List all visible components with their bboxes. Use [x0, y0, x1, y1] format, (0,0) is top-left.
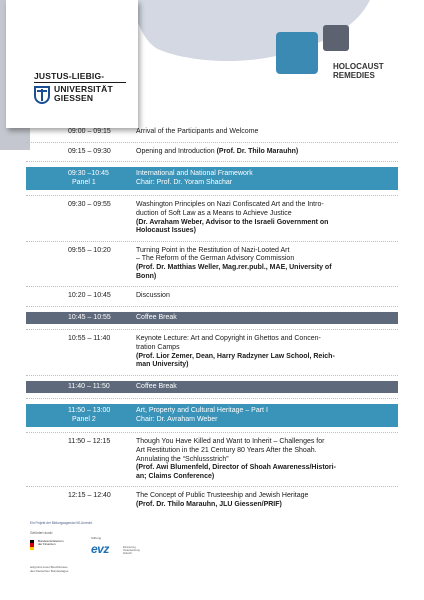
university-name-line1: JUSTUS-LIEBIG-	[34, 71, 105, 81]
session-title-line: Though You Have Killed and Want to Inherit – Challenges for	[136, 438, 325, 446]
bundestag-note	[30, 566, 90, 573]
bundestag-line2: des Deutschen Bundestages	[30, 568, 69, 573]
project-name-line1: HOLOCAUST	[333, 62, 384, 71]
schedule-row	[26, 335, 398, 369]
session-title-line: Chair: Prof. Dr. Yoram Shachar	[136, 178, 233, 186]
university-name-line2: UNIVERSITÄT	[54, 84, 113, 94]
session-speaker-line: (Dr. Avraham Weber, Advisor to the Israeli Government on	[136, 218, 329, 226]
schedule-row	[26, 292, 398, 301]
bundestag-line1: aufgrund eines Beschlusses	[30, 565, 68, 569]
session-title-line: tration Camps	[136, 343, 180, 351]
schedule-row	[26, 247, 398, 281]
session-time: 09:55 – 10:20	[68, 246, 111, 254]
session-speaker-line: (Prof. Dr. Matthias Weller, Mag.rer.publ., MAE, University of	[136, 263, 332, 271]
session-speaker-line: man University)	[136, 361, 189, 369]
footer-project-line: Ein Projekt der Bildungsagenda NS-Unrecht	[30, 521, 93, 525]
session-speaker: (Prof. Dr. Thilo Marauhn)	[216, 147, 299, 155]
session-title-line: Coffee Break	[136, 313, 177, 321]
session-description	[136, 170, 398, 187]
project-name-line2: REMEDIES	[333, 71, 375, 80]
row-separator	[26, 142, 398, 143]
bmf-name-line1: Bundesministerium	[38, 539, 64, 543]
row-separator	[26, 241, 398, 242]
session-description	[136, 407, 398, 424]
schedule-row	[26, 201, 398, 235]
session-speaker-line: (Prof. Dr. Thilo Marauhn, JLU Giessen/PRIF)	[136, 501, 282, 509]
session-time: 11:50 – 12:15	[68, 438, 111, 446]
panel-header-row	[26, 167, 398, 190]
break-row	[26, 312, 398, 325]
row-separator	[26, 398, 398, 399]
session-time: 11:40 – 11:50	[68, 382, 110, 390]
session-description	[136, 335, 398, 369]
university-crest-icon	[34, 86, 50, 104]
session-time: 10:45 – 10:55	[68, 313, 111, 321]
project-logo-square-large	[276, 32, 318, 74]
session-description	[136, 383, 398, 392]
session-speaker-line: Holocaust Issues)	[136, 227, 196, 235]
row-separator	[26, 306, 398, 307]
session-description	[136, 438, 398, 481]
session-title-line: Coffee Break	[136, 382, 177, 390]
conference-schedule	[26, 128, 398, 510]
session-title-line: The Concept of Public Trusteeship and Jewish Heritage	[136, 492, 309, 500]
row-separator	[26, 195, 398, 196]
footer-funded-by: Gefördert durch:	[30, 531, 54, 535]
project-name	[333, 62, 384, 80]
schedule-row	[26, 492, 398, 509]
session-title-line: Annulating the “Schlussstrich”	[136, 455, 229, 463]
bmf-name-line2: der Finanzen	[38, 542, 56, 547]
evz-wordmark: evz	[91, 542, 109, 556]
session-speaker-line: (Prof. Awi Blumenfeld, Director of Shoah Awareness/Histori-	[136, 464, 336, 472]
session-speaker-line: Bonn)	[136, 272, 157, 280]
session-title-line: – The Reform of the German Advisory Commission	[136, 255, 295, 263]
session-time: 12:15 – 12:40	[68, 492, 111, 500]
session-title-line: Discussion	[136, 292, 170, 300]
session-description	[136, 314, 398, 323]
row-separator	[26, 329, 398, 330]
session-speaker-line: an; Claims Conference)	[136, 472, 215, 480]
session-title-line: Washington Principles on Nazi Confiscated Art and the Intro-	[136, 201, 324, 209]
session-title-line: Turning Point in the Restitution of Nazi-Looted Art	[136, 246, 290, 254]
panel-label: Panel 1	[72, 178, 96, 186]
project-logo-square-small	[323, 25, 349, 51]
row-separator	[26, 486, 398, 487]
session-title-line: duction of Soft Law as a Means to Achieve Justice	[136, 209, 292, 217]
row-separator	[26, 432, 398, 433]
row-separator	[26, 375, 398, 376]
evz-sub-line3: Zukunft	[123, 552, 132, 555]
session-title-line: Art Restitution in the 21 Century 80 Years After the Shoah.	[136, 447, 317, 455]
schedule-row	[26, 128, 398, 137]
session-title-line: International and National Framework	[136, 170, 253, 178]
panel-header-row	[26, 404, 398, 427]
session-title: Opening and Introduction	[136, 147, 217, 155]
session-time: 09:00 – 09:15	[68, 128, 111, 135]
row-separator	[26, 161, 398, 162]
session-description	[136, 492, 398, 509]
session-description	[136, 128, 398, 137]
evz-sub-line1: Erinnerung	[123, 546, 136, 549]
session-speaker-line: (Prof. Lior Zemer, Dean, Harry Radzyner Law School, Reich-	[136, 352, 335, 360]
university-logo	[34, 72, 126, 104]
evz-logo	[91, 536, 141, 560]
evz-sub-line2: Verantwortung	[123, 549, 140, 552]
session-title-line: Chair: Dr. Avraham Weber	[136, 415, 218, 423]
session-title-line: Keynote Lecture: Art and Copyright in Ghettos and Concen-	[136, 335, 321, 343]
row-separator	[26, 286, 398, 287]
bmf-logo	[30, 539, 64, 552]
session-title-line: Art, Property and Cultural Heritage – Part I	[136, 407, 268, 415]
university-logo-card	[6, 0, 138, 128]
session-title-line: Arrival of the Participants and Welcome	[136, 128, 259, 135]
session-time: 10:20 – 10:45	[68, 292, 111, 300]
logo-divider	[34, 82, 126, 83]
session-time: 11:50 – 13:00	[68, 407, 111, 415]
schedule-row	[26, 438, 398, 481]
session-time: 09:30 – 09:55	[68, 201, 111, 209]
session-time: 09:15 – 09:30	[68, 147, 111, 155]
university-name-line3: GIESSEN	[54, 93, 94, 103]
session-description	[136, 247, 398, 281]
session-time: 09:30 –10:45	[68, 170, 109, 178]
session-description	[136, 148, 398, 157]
session-description	[136, 201, 398, 235]
schedule-row	[26, 148, 398, 157]
evz-stiftung: Stiftung	[91, 536, 102, 540]
session-description	[136, 292, 398, 301]
break-row	[26, 381, 398, 394]
panel-label: Panel 2	[72, 415, 96, 423]
session-time: 10:55 – 11:40	[68, 335, 111, 343]
german-flag-icon	[30, 540, 34, 550]
footer-credits	[30, 521, 92, 535]
